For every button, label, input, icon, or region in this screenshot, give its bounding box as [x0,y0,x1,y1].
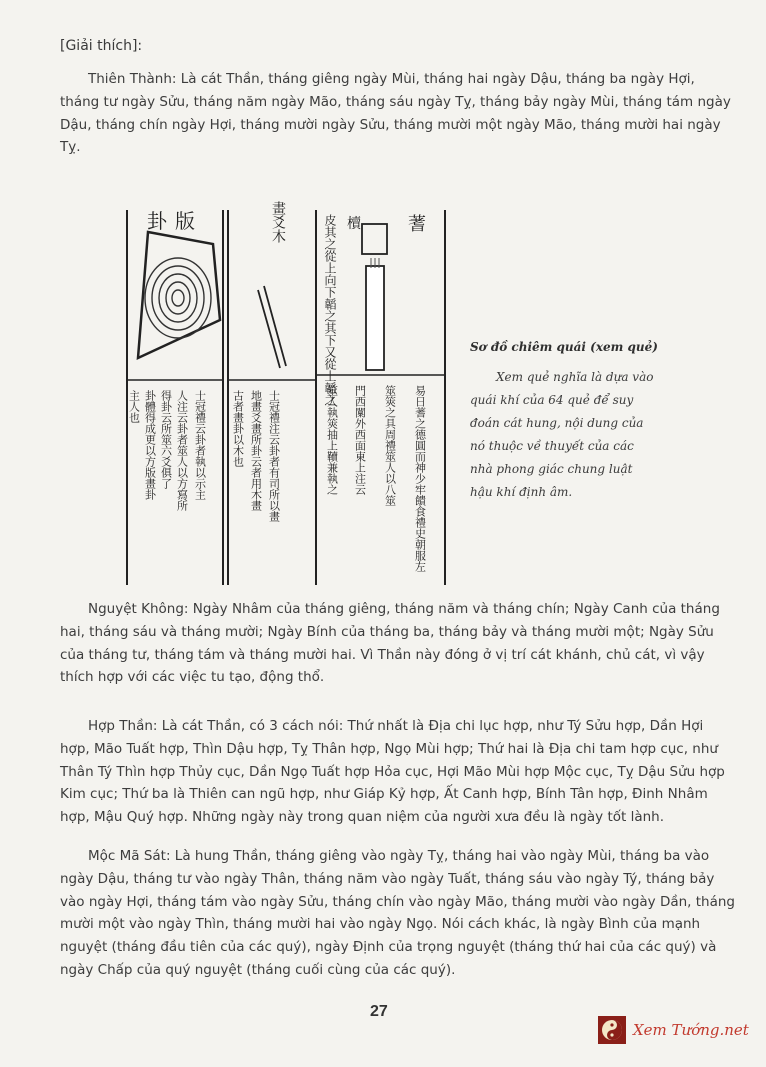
figure-caption-text: Xem quẻ nghĩa là dựa vào quái khí của 64 quẻ để suy đoán cát hung, nội dung của nó thuộc về thuyết của các nhà phong giác chung luật hậu khí định âm. [470,370,654,499]
text-columns [128,385,427,572]
divination-figure [120,200,450,592]
paragraph-hop-than: Hợp Thần: Là cát Thần, có 3 cách nói: Thứ nhất là Địa chi lục hợp, như Tý Sửu hợp, Dần Hợi hợp, Mão Tuất hợp, Thìn Dậu hợp, Tỵ Thân hợp, Ngọ Mùi hợp; Thứ hai là Địa chi tam hợp cục, như Thân Tý Thìn hợp Thủy cục, Dần Ngọ Tuất hợp Hỏa cục, Hợi Mão Mùi hợp Mộc cục, Tỵ Dậu Sửu hợp Kim cục; Thứ ba là Thiên can ngũ hợp, như Giáp Kỷ hợp, Ất Canh hợp, Bính Tân hợp, Đinh Nhâm hợp, Mậu Quý hợp. Những ngày này trong quan niệm của người xưa đều là ngày tốt lành. [60,718,725,826]
figure-caption-title: Sơ đồ chiêm quái (xem quẻ) [470,340,658,354]
column-8: 士冠禮注云卦者有司所以畫 [267,390,281,522]
column-7: 地畫爻畫所卦云者用木畫 [249,390,263,511]
column-10: 門西闑外西面東上注云 [353,385,367,495]
column-1: 主人也 [127,390,141,423]
top-title: 櫝 [347,216,361,232]
lines-title: 畫爻木 [270,201,286,243]
paragraph-moc-ma-sat: Mộc Mã Sát: Là hung Thần, tháng giêng vào ngày Tỵ, tháng hai vào ngày Mùi, tháng ba vào ngày Dậu, tháng tư vào ngày Thân, tháng năm vào ngày Tuất, tháng sáu vào ngày Tý, tháng bảy vào ngày Hợi, tháng tám vào ngày Sửu, tháng chín vào ngày Mão, tháng mười vào ngày Dần, tháng mười một vào ngày Thìn, tháng mười hai vào ngày Ngọ. Nói cách khác, là ngày Bình của mạnh nguyệt (tháng đầu tiên của các quý), ngày Định của trọng nguyệt (tháng thứ hai của các quý) và ngày Chấp của quý nguyệt (tháng cuối cùng của các quý). [60,848,735,978]
column-4: 人注云卦者筮人以方寫所 [175,390,189,511]
column-6: 古者畫卦以木也 [231,390,245,467]
stalk-cap [362,224,387,254]
column-2: 卦體得成更以方版畫卦 [143,390,157,500]
yin-yang-icon [597,1015,627,1045]
column-3: 得卦云所筮六爻俱了 [159,390,173,489]
paragraph-nguyet-khong: Nguyệt Không: Ngày Nhâm của tháng giêng, tháng năm và tháng chín; Ngày Canh của tháng hai, tháng sáu và tháng mười; Ngày Bính của tháng ba, tháng bảy và tháng mười một; Ngày Sửu của tháng tư, tháng tám và tháng mười hai. Vì Thần này đóng ở vị trí cát khánh, chủ cát, vì vậy thích hợp với các việc tu tạo, động thổ. [60,601,720,686]
column-5: 士冠禮云卦者執以示主 [193,390,207,500]
section-heading: [Giải thích]: [60,38,143,54]
site-watermark[interactable] [597,1013,757,1047]
paragraph-thien-thanh: Thiên Thành: Là cát Thần, tháng giêng ngày Mùi, tháng hai ngày Dậu, tháng ba ngày Hợi, tháng tư ngày Sửu, tháng năm ngày Mão, tháng sáu ngày Tỵ, tháng bảy ngày Mùi, tháng tám ngày Dậu, tháng chín ngày Hợi, tháng mười ngày Sửu, tháng mười một ngày Mão, tháng mười hai ngày Tỵ. [60,71,731,156]
column-11: 筮筴之具周禮筮人以八筮 [383,385,397,506]
stalk-tube [366,266,384,370]
board-shape [138,232,220,358]
column-9: 筮人執筴抽上韇兼執之 [325,385,339,495]
column-12: 易日蓍之德圓而神少牢饋食禮史朝服左 [413,385,427,572]
divination-diagram [120,200,450,592]
page-number: 27 [370,1003,388,1020]
top-text: 皮其之從上向下韜之其下又從上韜之 [323,214,337,406]
board-title: 卦版 [147,209,203,233]
watermark-text: Xem Tướng.net [633,1021,749,1039]
stalk-title: 蓍 [408,214,426,235]
